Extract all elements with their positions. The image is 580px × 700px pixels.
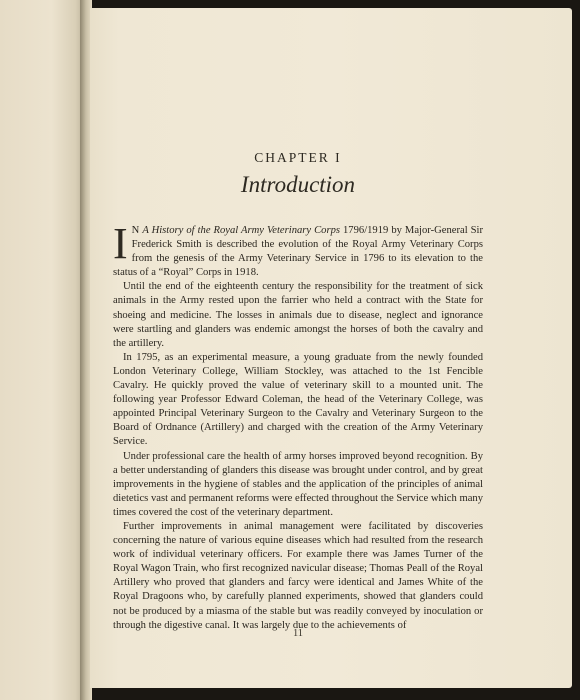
chapter-title: Introduction (240, 172, 356, 197)
page-content (113, 150, 483, 633)
paragraph-2: Until the end of the eighteenth century the responsibility for the treatment of sick animals in the Army rested upon the farrier who held a contract with the State for shoeing and medicine. The losses in animals due to disease, neglect and ignorance were startling and glanders was endemic amongst the horses of both the cavalry and the artillery. (113, 281, 483, 349)
chapter-label: CHAPTER I (254, 150, 342, 165)
paragraph-1-lead: N (131, 225, 143, 236)
paragraph-5: Further improvements in animal management were facilitated by discoveries concerning the nature of various equine diseases which had resulted from the research work of individual veterinary officers. For example there was James Turner of the Royal Wagon Train, who first recognized navicular disease; Thomas Peall of the Royal Artillery who proved that glanders and farcy were identical and James White of the Royal Dragoons who, by carefully planned experiments, showed that glanders could not be produced by a miasma of the stable but was readily conveyed by inoculation or through the digestive canal. It was largely due to the achievements of (113, 520, 483, 631)
paragraph-1-text: 1796/1919 by Major-General Sir Frederick Smith is described the evolution of the Royal Army Veterinary Corps from the genesis of the Army Veterinary Service in 1796 to its elevation to the status of a “Royal” Corps in 1918. (113, 225, 483, 279)
book-title-italic: A History of the Royal Army Veterinary Corps (142, 225, 341, 236)
page-number: 11 (292, 628, 304, 639)
paragraph-3: In 1795, as an experimental measure, a young graduate from the newly founded London Veterinary College, William Stockley, was attached to the 1st Fencible Cavalry. He quickly proved the value of veterinary skill to a mounted unit. The following year Professor Edward Coleman, the head of the Veterinary College, was appointed Principal Veterinary Surgeon to the Cavalry and Veterinary Surgeon to the Board of Ordnance (Artillery) and charged with the creation of the Army Veterinary Service. (113, 351, 483, 448)
paragraph-1 (113, 219, 483, 280)
left-page (0, 0, 86, 700)
body-text (113, 219, 483, 633)
drop-cap: I (113, 219, 128, 268)
paragraph-4: Under professional care the health of army horses improved beyond recognition. By a better understanding of glanders this disease was brought under control, and by great improvements in the hygiene of stables and the application of the principles of animal dietetics vast and permanent reforms were effected throughout the Service which many times covered the cost of the veterinary department. (113, 450, 483, 518)
